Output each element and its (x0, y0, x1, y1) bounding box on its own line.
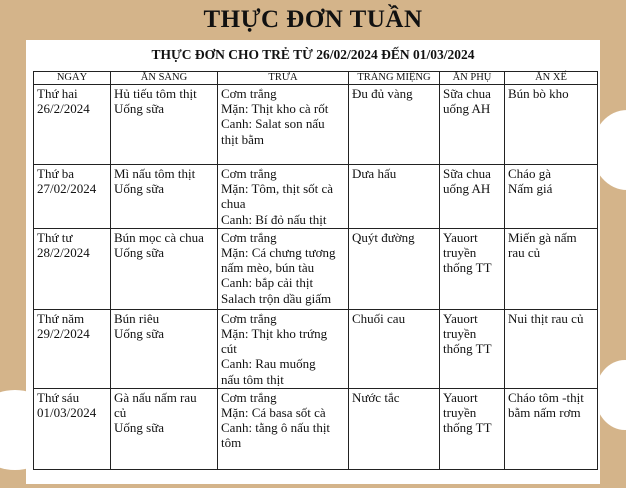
snack-line: Sữa chua (443, 166, 491, 181)
cell-lunch (218, 388, 349, 469)
snack-line: Yauort (443, 310, 478, 326)
snack-line: truyền (443, 245, 477, 261)
dessert-line: Quýt đường (352, 229, 415, 245)
breakfast-line: Mì nấu tôm thịt (114, 166, 196, 181)
lunch-line: thịt bằm (221, 131, 264, 147)
cell-lunch (218, 309, 349, 388)
day-line: 29/2/2024 (37, 326, 90, 342)
lunch-line: Salach trộn dầu giấm (221, 290, 332, 306)
breakfast-line: Uống sữa (114, 181, 165, 197)
snack-line: thống TT (443, 260, 492, 276)
cell-lunch (218, 85, 349, 165)
cell-lunch (218, 165, 349, 229)
afternoon-line: rau củ (508, 245, 541, 261)
dessert-line: Nước tắc (352, 389, 400, 405)
day-line: 26/2/2024 (37, 101, 90, 117)
table-header-row (34, 72, 598, 85)
snack-line: uống AH (443, 101, 491, 117)
cell-snack (440, 388, 505, 469)
afternoon-line: Nui thịt rau củ (508, 310, 584, 326)
lunch-line: nấm mèo, bún tàu (221, 260, 315, 276)
breakfast-line: Uống sữa (114, 326, 165, 342)
snack-line: truyền (443, 405, 477, 421)
afternoon-line: Cháo tôm -thịt (508, 389, 584, 405)
snack-line: thống TT (443, 420, 492, 436)
day-line: Thứ năm (37, 310, 85, 326)
breakfast-line: củ (114, 405, 127, 421)
dessert-line: Chuối cau (352, 310, 406, 326)
cell-breakfast (111, 388, 218, 469)
day-line: Thứ ba (37, 166, 75, 181)
afternoon-line: Nấm giá (508, 181, 553, 197)
cell-snack (440, 165, 505, 229)
menu-table (33, 71, 598, 470)
table-row (34, 388, 598, 469)
header-afternoon: ĂN XẾ (505, 72, 598, 85)
lunch-line: Cơm trắng (221, 166, 277, 181)
lunch-line: Cơm trắng (221, 310, 277, 326)
breakfast-line: Uống sữa (114, 420, 165, 436)
table-row (34, 228, 598, 309)
cell-breakfast (111, 165, 218, 229)
header-dessert: TRÁNG MIỆNG (349, 72, 440, 85)
lunch-line: Mặn: Tôm, thịt sốt cà (221, 181, 334, 197)
afternoon-line: Cháo gà (508, 166, 551, 181)
breakfast-line: Bún riêu (114, 310, 160, 326)
cell-day (34, 388, 111, 469)
cell-lunch (218, 228, 349, 309)
afternoon-line: Bún bò kho (508, 86, 569, 101)
snack-line: thống TT (443, 341, 492, 357)
day-line: 01/03/2024 (37, 405, 97, 421)
afternoon-line: bằm nấm rơm (508, 405, 581, 421)
cell-breakfast (111, 309, 218, 388)
lunch-line: Cơm trắng (221, 86, 277, 101)
day-line: 27/02/2024 (37, 181, 97, 197)
lunch-line: Canh: Rau muống (221, 356, 316, 372)
cell-snack (440, 228, 505, 309)
lunch-line: Canh: bắp cải thịt (221, 275, 314, 291)
breakfast-line: Hủ tiếu tôm thịt (114, 86, 197, 101)
lunch-line: Mặn: Thịt kho cà rốt (221, 101, 329, 117)
lunch-line: Cơm trắng (221, 229, 277, 245)
lunch-line: tôm (221, 435, 242, 451)
day-line: Thứ sáu (37, 389, 80, 405)
cell-day (34, 85, 111, 165)
snack-line: Yauort (443, 389, 478, 405)
day-line: 28/2/2024 (37, 245, 90, 261)
cell-breakfast (111, 85, 218, 165)
afternoon-line: Miến gà nấm (508, 229, 577, 245)
cell-dessert (349, 228, 440, 309)
cell-dessert (349, 388, 440, 469)
lunch-line: Canh: tằng ô nấu thịt (221, 420, 331, 436)
lunch-line: Mặn: Cá chưng tương (221, 245, 336, 261)
page-title: THỰC ĐƠN TUẦN (203, 6, 423, 33)
lunch-line: nấu tôm thịt (221, 371, 284, 387)
dessert-line: Dưa hấu (352, 166, 397, 181)
lunch-line: Cơm trắng (221, 389, 277, 405)
menu-subtitle: THỰC ĐƠN CHO TRẺ TỪ 26/02/2024 ĐẾN 01/03/2024 (151, 47, 475, 62)
table-row (34, 85, 598, 165)
cell-afternoon (505, 85, 598, 165)
breakfast-line: Gà nấu nấm rau (114, 389, 197, 405)
cell-snack (440, 85, 505, 165)
cell-dessert (349, 165, 440, 229)
snack-line: truyền (443, 326, 477, 342)
lunch-line: Canh: Bí đỏ nấu thịt (221, 211, 327, 227)
cell-afternoon (505, 309, 598, 388)
cell-afternoon (505, 228, 598, 309)
dessert-line: Đu đủ vàng (352, 86, 413, 101)
lunch-line: Mặn: Thịt kho trứng (221, 326, 328, 342)
table-row (34, 309, 598, 388)
breakfast-line: Uống sữa (114, 245, 165, 261)
breakfast-line: Bún mọc cà chua (114, 229, 204, 245)
cell-dessert (349, 309, 440, 388)
cell-day (34, 165, 111, 229)
header-lunch: TRƯA (218, 72, 349, 85)
cell-dessert (349, 85, 440, 165)
cell-afternoon (505, 388, 598, 469)
snack-line: Sữa chua (443, 86, 491, 101)
breakfast-line: Uống sữa (114, 101, 165, 117)
day-line: Thứ tư (37, 229, 73, 245)
lunch-line: Canh: Salat son nấu (221, 116, 325, 132)
header-breakfast: ĂN SÁNG (111, 72, 218, 85)
lunch-line: cút (221, 341, 237, 357)
day-line: Thứ hai (37, 86, 78, 101)
cell-breakfast (111, 228, 218, 309)
cell-afternoon (505, 165, 598, 229)
lunch-line: chua (221, 196, 246, 212)
menu-sheet (26, 40, 600, 484)
cell-day (34, 228, 111, 309)
header-day: NGÀY (34, 72, 111, 85)
lunch-line: Mặn: Cá basa sốt cà (221, 405, 326, 421)
snack-line: Yauort (443, 229, 478, 245)
table-row (34, 165, 598, 229)
header-snack: ĂN PHỤ (440, 72, 505, 85)
cell-snack (440, 309, 505, 388)
snack-line: uống AH (443, 181, 491, 197)
cell-day (34, 309, 111, 388)
